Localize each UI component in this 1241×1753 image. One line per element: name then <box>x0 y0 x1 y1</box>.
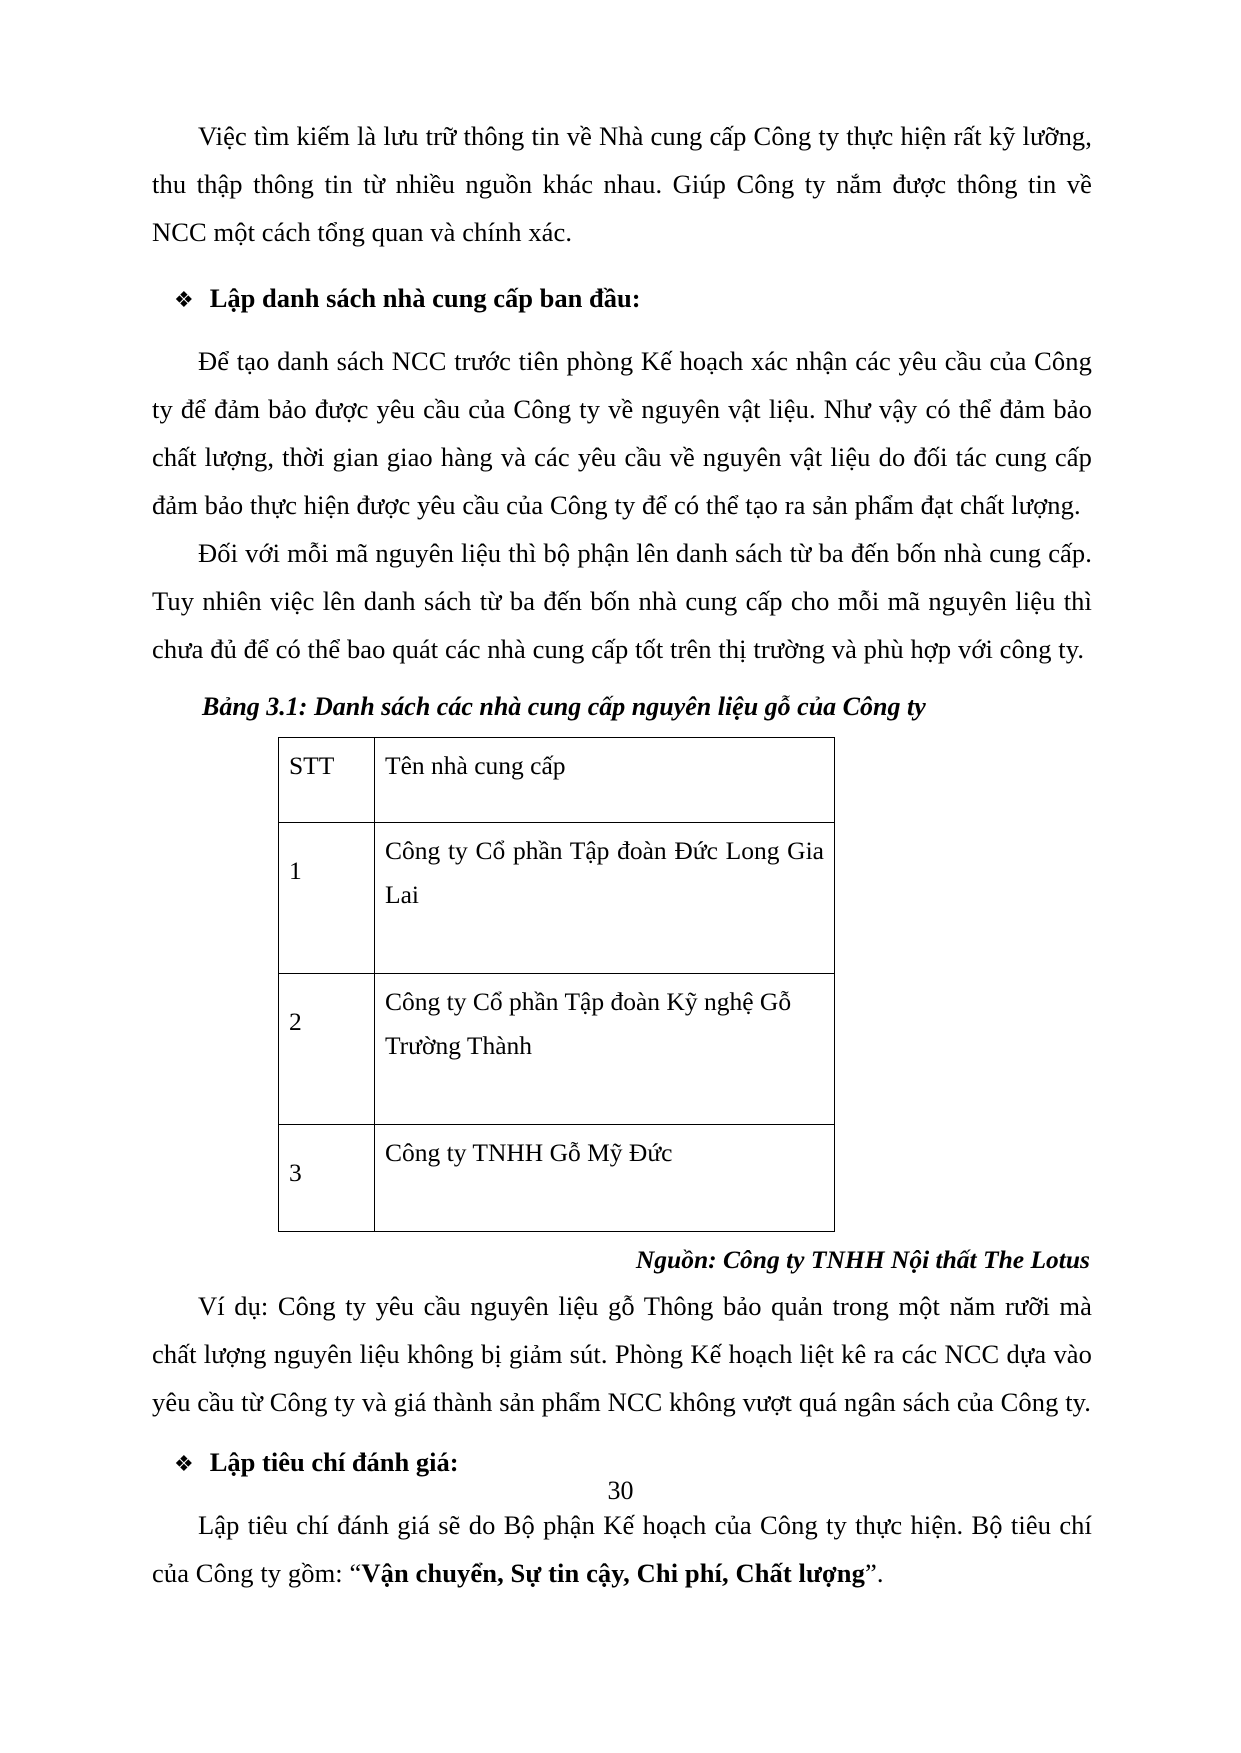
page-content <box>152 112 1092 1597</box>
supplier-table <box>278 737 835 1232</box>
paragraph-tieu-chi-part1: Lập tiêu chí đánh giá sẽ do Bộ phận Kế hoạch của Công ty thực hiện. Bộ tiêu chí của Công ty gồm: “ <box>152 1510 1092 1588</box>
paragraph-intro: Việc tìm kiếm là lưu trữ thông tin về Nhà cung cấp Công ty thực hiện rất kỹ lưỡng, thu thập thông tin từ nhiều nguồn khác nhau. Giúp Công ty nắm được thông tin về NCC một cách tổng quan và chính xác. <box>152 121 1092 247</box>
spacer <box>152 256 1092 276</box>
table-cell-name-line1: Công ty Cổ phần Tập đoàn Kỹ nghệ Gỗ <box>385 987 792 1016</box>
table-cell-name: Công ty TNHH Gỗ Mỹ Đức <box>375 1125 835 1232</box>
table-cell-stt: 2 <box>279 974 375 1125</box>
heading-text: Lập danh sách nhà cung cấp ban đầu: <box>209 283 641 313</box>
table-cell-name-line2: Trường Thành <box>385 1031 533 1060</box>
heading-text: Lập tiêu chí đánh giá: <box>209 1447 459 1477</box>
table-row <box>279 823 835 974</box>
table-header-stt: STT <box>279 738 375 823</box>
paragraph-tao-danh-sach: Để tạo danh sách NCC trước tiên phòng Kế hoạch xác nhận các yêu cầu của Công ty để đảm bảo được yêu cầu của Công ty về nguyên vật liệu. Như vậy có thể đảm bảo chất lượng, thời gian giao hàng và các yêu cầu về nguyên vật liệu do đối tác cung cấp đảm bảo thực hiện được yêu cầu của Công ty để có thể tạo ra sản phẩm đạt chất lượng. <box>152 346 1092 520</box>
page-number: 30 <box>607 1476 634 1505</box>
paragraph-tieu-chi <box>152 1501 1092 1597</box>
paragraph-doi-voi-moi-ma: Đối với mỗi mã nguyên liệu thì bộ phận lên danh sách từ ba đến bốn nhà cung cấp. Tuy nhiên việc lên danh sách từ ba đến bốn nhà cung cấp cho mỗi mã nguyên liệu thì chưa đủ để có thể bao quát các nhà cung cấp tốt trên thị trường và phù hợp với công ty. <box>152 538 1092 664</box>
diamond-bullet-icon: ❖ <box>174 288 194 313</box>
paragraph-tieu-chi-part2: ”. <box>864 1558 884 1588</box>
table-row <box>279 974 835 1125</box>
table-caption: Bảng 3.1: Danh sách các nhà cung cấp nguyên liệu gỗ của Công ty <box>202 692 926 721</box>
paragraph-vi-du: Ví dụ: Công ty yêu cầu nguyên liệu gỗ Thông bảo quản trong một năm rưỡi mà chất lượng nguyên liệu không bị giảm sút. Phòng Kế hoạch liệt kê ra các NCC dựa vào yêu cầu từ Công ty và giá thành sản phẩm NCC không vượt quá ngân sách của Công ty. <box>152 1291 1092 1417</box>
table-cell-stt: 3 <box>279 1125 375 1232</box>
table-cell-stt: 1 <box>279 823 375 974</box>
table-header-row <box>279 738 835 823</box>
table-cell-name: Công ty Cổ phần Tập đoàn Đức Long Gia Lai <box>375 823 835 974</box>
paragraph-tieu-chi-criteria: Vận chuyển, Sự tin cậy, Chi phí, Chất lượng <box>361 1558 865 1588</box>
heading-lap-danh-sach <box>152 276 1092 323</box>
spacer <box>152 1426 1092 1440</box>
table-cell-name <box>375 974 835 1125</box>
spacer <box>152 673 1092 687</box>
table-row <box>279 1125 835 1232</box>
diamond-bullet-icon: ❖ <box>174 1452 194 1477</box>
spacer <box>152 323 1092 337</box>
table-header-name: Tên nhà cung cấp <box>375 738 835 823</box>
table-source: Nguồn: Công ty TNHH Nội thất The Lotus <box>635 1245 1090 1274</box>
